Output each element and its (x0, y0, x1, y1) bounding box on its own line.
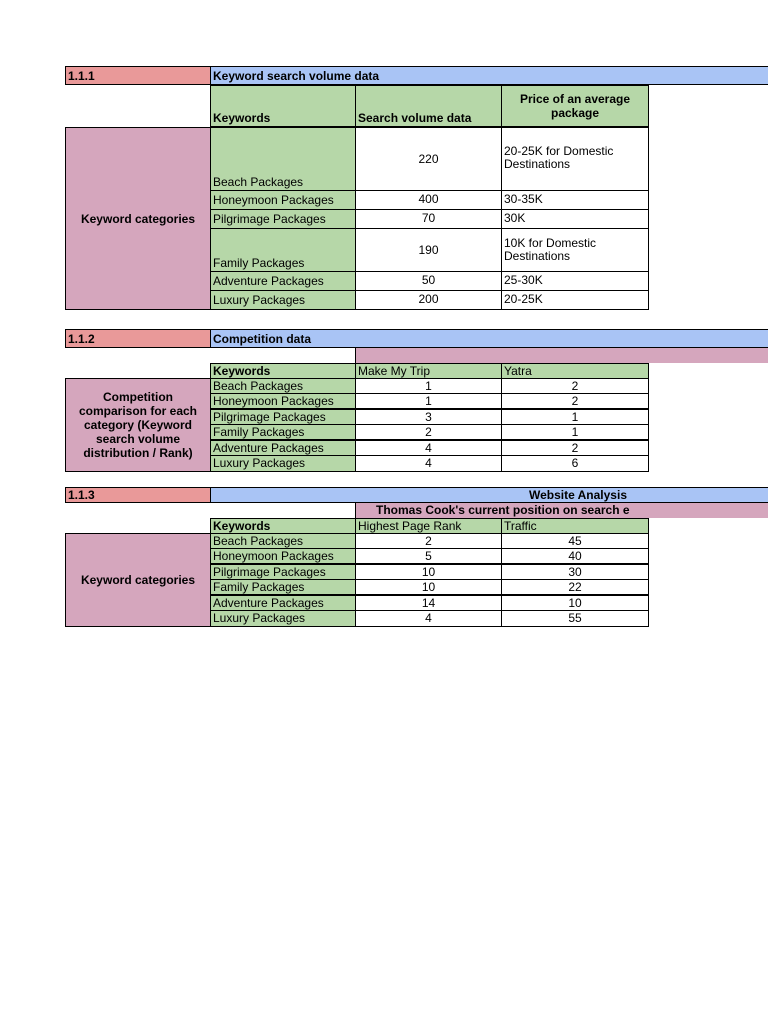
section3-row-1-keyword: Honeymoon Packages (210, 548, 356, 564)
section3-row-0-traffic: 45 (501, 533, 649, 549)
section1-row-0-keyword: Beach Packages (210, 127, 356, 191)
section3-row-5-keyword: Luxury Packages (210, 610, 356, 627)
section3-row-2-traffic: 30 (501, 564, 649, 580)
section1-category-label: Keyword categories (65, 127, 211, 310)
section2-row-5-c1: 4 (355, 455, 502, 472)
section2-row-1-c1: 1 (355, 393, 502, 409)
section3-row-5-traffic: 55 (501, 610, 649, 627)
section2-row-4-c2: 2 (501, 440, 649, 456)
section3-row-1-traffic: 40 (501, 548, 649, 564)
section3-row-4-traffic: 10 (501, 595, 649, 611)
section3-header-keywords: Keywords (210, 518, 356, 534)
section2-row-5-c2: 6 (501, 455, 649, 472)
section2-row-0-c2: 2 (501, 378, 649, 394)
section2-row-4-keyword: Adventure Packages (210, 440, 356, 456)
section1-row-3-volume: 190 (355, 228, 502, 272)
section2-id: 1.1.2 (65, 329, 211, 348)
section3-row-3-keyword: Family Packages (210, 579, 356, 595)
section1-header-volume: Search volume data (355, 85, 502, 127)
section3-id: 1.1.3 (65, 487, 211, 503)
section1-row-1-volume: 400 (355, 190, 502, 210)
section3-row-4-rank: 14 (355, 595, 502, 611)
section2-row-5-keyword: Luxury Packages (210, 455, 356, 472)
section3-subtitle-text: Thomas Cook's current position on search e (376, 503, 630, 517)
section3-header-rank: Highest Page Rank (355, 518, 502, 534)
section1-header-keywords: Keywords (210, 85, 356, 127)
section2-row-3-c2: 1 (501, 424, 649, 440)
section2-row-0-keyword: Beach Packages (210, 378, 356, 394)
section3-row-1-rank: 5 (355, 548, 502, 564)
section3-row-5-rank: 4 (355, 610, 502, 627)
section2-row-2-c2: 1 (501, 409, 649, 425)
section1-row-1-price: 30-35K (501, 190, 649, 210)
section3-row-2-rank: 10 (355, 564, 502, 580)
section2-header-keywords: Keywords (210, 363, 356, 379)
section1-row-0-price: 20-25K for Domestic Destinations (501, 127, 649, 191)
section2-row-3-c1: 2 (355, 424, 502, 440)
section3-row-3-rank: 10 (355, 579, 502, 595)
section2-category-label: Competition comparison for each category (Keyword search volume distribution / Rank) (65, 378, 211, 472)
section3-row-0-rank: 2 (355, 533, 502, 549)
section3-row-0-keyword: Beach Packages (210, 533, 356, 549)
section2-header-c2: Yatra (501, 363, 649, 379)
section1-row-2-price: 30K (501, 209, 649, 229)
section1-row-4-keyword: Adventure Packages (210, 271, 356, 291)
section1-title: Keyword search volume data (211, 66, 768, 85)
section2-title: Competition data (211, 329, 768, 348)
section2-row-1-keyword: Honeymoon Packages (210, 393, 356, 409)
section3-row-2-keyword: Pilgrimage Packages (210, 564, 356, 580)
section1-row-4-price: 25-30K (501, 271, 649, 291)
section3-subtitle (356, 503, 768, 518)
section1-row-0-volume: 220 (355, 127, 502, 191)
section1-row-5-keyword: Luxury Packages (210, 290, 356, 310)
section1-header-price: Price of an average package (501, 85, 649, 127)
section1-row-1-keyword: Honeymoon Packages (210, 190, 356, 210)
section3-row-3-traffic: 22 (501, 579, 649, 595)
section2-subtitle-bar (356, 348, 768, 363)
section2-row-1-c2: 2 (501, 393, 649, 409)
section3-title: Website Analysis (211, 487, 768, 503)
section2-row-2-keyword: Pilgrimage Packages (210, 409, 356, 425)
section2-row-0-c1: 1 (355, 378, 502, 394)
section2-row-2-c1: 3 (355, 409, 502, 425)
section2-row-3-keyword: Family Packages (210, 424, 356, 440)
section1-row-2-volume: 70 (355, 209, 502, 229)
section2-row-4-c1: 4 (355, 440, 502, 456)
section1-id: 1.1.1 (65, 66, 211, 85)
section2-header-c1: Make My Trip (355, 363, 502, 379)
section1-row-4-volume: 50 (355, 271, 502, 291)
section3-header-traffic: Traffic (501, 518, 649, 534)
section1-row-2-keyword: Pilgrimage Packages (210, 209, 356, 229)
section1-row-3-keyword: Family Packages (210, 228, 356, 272)
section1-row-5-price: 20-25K (501, 290, 649, 310)
section1-row-3-price: 10K for Domestic Destinations (501, 228, 649, 272)
section1-row-5-volume: 200 (355, 290, 502, 310)
section3-category-label: Keyword categories (65, 533, 211, 627)
section3-row-4-keyword: Adventure Packages (210, 595, 356, 611)
